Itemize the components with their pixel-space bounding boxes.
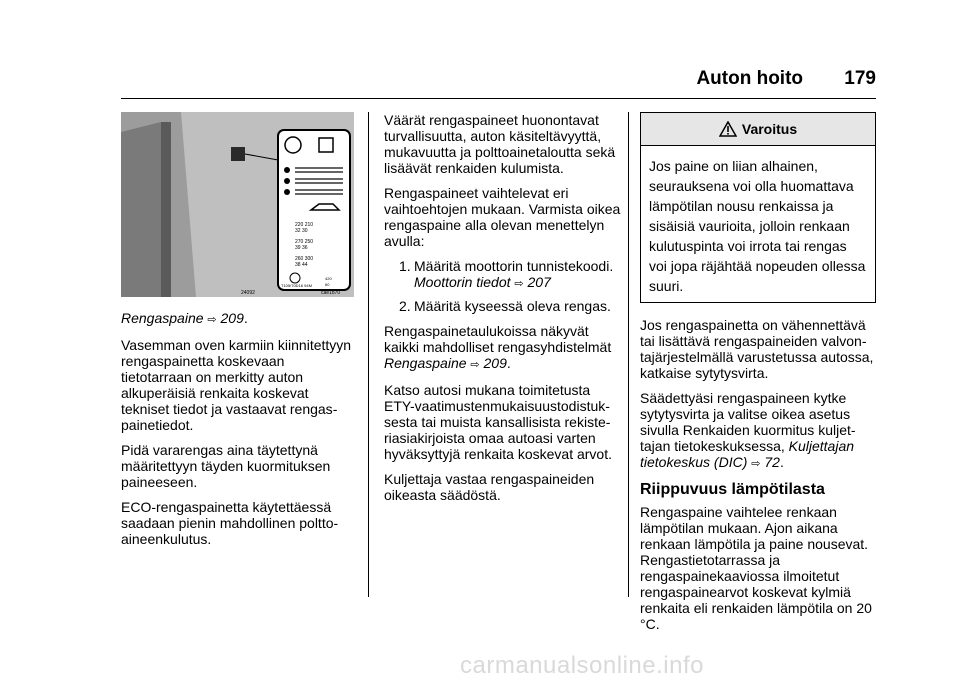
procedure-list bbox=[384, 258, 624, 314]
warning-header bbox=[641, 113, 875, 146]
paragraph: Väärät rengaspaineet huonontavat turvallisuutta, auton käsiteltävyyttä, mukavuutta ja polttoainetaloutta sekä lisäävät renkaiden kulumista. bbox=[384, 112, 616, 176]
paragraph: Rengaspainetaulukoissa näkyvät kaikki mahdolliset rengasyhdistelmät Rengaspaine ⇨ 209. bbox=[384, 323, 612, 371]
cross-reference-page[interactable]: 72 bbox=[764, 454, 780, 470]
page-header bbox=[696, 68, 876, 90]
warning-box bbox=[640, 112, 876, 303]
row3-psi: 38 44 bbox=[295, 262, 308, 268]
warning-title: Varoitus bbox=[741, 121, 798, 137]
part-code: cae1870 bbox=[321, 290, 341, 296]
column-divider bbox=[628, 112, 629, 597]
column-1 bbox=[121, 310, 359, 556]
tire-label-illustration bbox=[121, 112, 354, 297]
row2-psi: 39 36 bbox=[295, 245, 308, 251]
column-divider bbox=[368, 112, 369, 597]
list-item: 1. Määritä moottorin tunnistekoodi. Moottorin tiedot ⇨ 207 bbox=[399, 258, 614, 290]
list-item: 2. Määritä kyseessä oleva rengas. bbox=[399, 298, 611, 314]
row2-kpa: 270 250 bbox=[295, 239, 314, 245]
cross-reference-page[interactable]: 207 bbox=[527, 274, 551, 290]
spare-kpa: 420 bbox=[325, 276, 332, 281]
cross-reference[interactable]: Kuljettajan tietokeskus (DIC) bbox=[640, 438, 855, 470]
paragraph: Pidä vararengas aina täytettynä määritettyyn täyden kuormituksen paineeseen. bbox=[121, 442, 331, 490]
cross-reference[interactable]: Rengaspaine bbox=[384, 355, 467, 371]
image-code: 24092 bbox=[241, 290, 255, 296]
column-2 bbox=[384, 112, 624, 512]
label-position-marker bbox=[231, 147, 245, 161]
figure-caption: Rengaspaine ⇨ 209. bbox=[121, 310, 248, 326]
cross-reference-page[interactable]: 209 bbox=[483, 355, 507, 371]
spare-psi: 60 bbox=[325, 282, 330, 287]
section-heading: Riippuvuus lämpötilasta bbox=[640, 481, 825, 498]
paragraph: Rengaspaine vaihtelee renkaan lämpötilan mukaan. Ajon aikana renkaan lämpötila ja paine nousevat. Rengastietotarrassa ja rengaspainekaaviossa ilmoitetut rengaspainearvot koskevat kylmiä renkaita eli renkaiden lämpötila on 20 °C. bbox=[640, 504, 872, 632]
warning-text: Jos paine on liian alhainen, seurauksena voi olla huomattava lämpötilan nousu renkaissa ja sisäisiä vaurioita, jolloin renkaan kulutuspinta voi irrota tai rengas voi jopa räjähtää nopeuden ollessa suuri. bbox=[649, 158, 866, 294]
caption-ref-page[interactable]: 209 bbox=[220, 310, 244, 326]
section-title: Auton hoito bbox=[696, 68, 804, 89]
tire-label-figure bbox=[121, 112, 354, 297]
paragraph: Jos rengaspainetta on vähennettävä tai lisättävä rengaspaineiden valvontajärjestelmällä varustetussa autossa, katkaise sytytysvirta. bbox=[640, 317, 874, 381]
page-ref-icon: ⇨ bbox=[751, 458, 761, 470]
page-ref-icon: ⇨ bbox=[514, 278, 524, 290]
paragraph: ECO-rengaspainetta käytettäessä saadaan pienin mahdollinen polttoaineenkulutus. bbox=[121, 499, 339, 547]
paragraph: Rengaspaineet vaihtelevat eri vaihtoehtojen mukaan. Varmista oikea rengaspaine alla olevan menettelyn avulla: bbox=[384, 185, 621, 249]
page-number: 179 bbox=[844, 68, 876, 89]
row1-kpa: 220 210 bbox=[295, 222, 314, 228]
row1-psi: 32 30 bbox=[295, 228, 308, 234]
page-ref-icon: ⇨ bbox=[207, 314, 217, 326]
paragraph: Kuljettaja vastaa rengaspaineiden oikeasta säädöstä. bbox=[384, 471, 595, 503]
warning-icon bbox=[719, 121, 737, 137]
watermark: carmanualsonline.info bbox=[460, 652, 704, 679]
row3-kpa: 260 300 bbox=[295, 256, 314, 262]
paragraph: Vasemman oven karmiin kiinnitettyyn rengaspainetta koskevaan tietotarraan on merkitty auton alkuperäisiä renkaita koskevat tekniset tiedot ja vastaavat rengaspainetiedot. bbox=[121, 337, 352, 433]
paragraph: Katso autosi mukana toimitetusta ETY-vaatimustenmukaisuustodistuksesta tai muista kansallisista rekisteriasiakirjoista omaa autoasi varten hyväksyttyjä renkaita koskevat arvot. bbox=[384, 382, 612, 462]
column-3 bbox=[640, 112, 876, 641]
cross-reference[interactable]: Moottorin tiedot bbox=[414, 274, 511, 290]
leader-line bbox=[245, 154, 278, 160]
paragraph: Säädettyäsi rengaspaineen kytke sytytysvirta ja valitse oikea asetus sivulla Renkaiden kuormitus kuljettajan tietokeskuksessa, Kuljettajan tietokeskus (DIC) ⇨ 72. bbox=[640, 390, 856, 470]
door-edge bbox=[161, 122, 171, 297]
caption-ref[interactable]: Rengaspaine bbox=[121, 310, 204, 326]
header-rule bbox=[121, 98, 876, 99]
page-ref-icon: ⇨ bbox=[470, 359, 480, 371]
spare-size: T105/70D16 94M bbox=[281, 283, 312, 288]
